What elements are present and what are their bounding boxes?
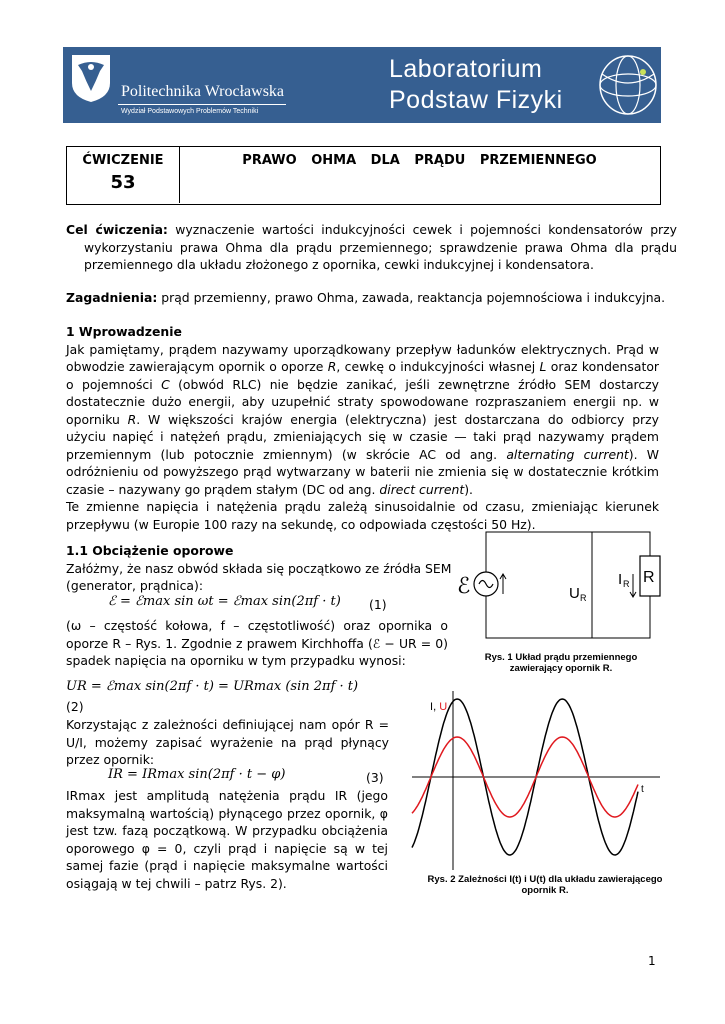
intro-text-a: Jak pamiętamy, prądem nazywamy uporządkowany przepływ ładunków elektrycznych. Prąd w obwodzie zawierającym opornik o oporze [66, 341, 659, 374]
section-1-1-text-a: (ω – częstość kołowa, f – częstotliwość) oraz opornika o oporze R – Rys. 1. Zgodnie z prawem Kirchhoffa (ℰ − UR = 0) spadek napięcia na oporniku w tym przypadku wynosi: [66, 618, 448, 668]
figure-1-caption-line1: Rys. 1 Układ prądu przemiennego [484, 652, 638, 663]
section-1-1-intro: Załóżmy, że nasz obwód składa się początkowo ze źródła SEM (generator, prądnica): [66, 560, 452, 593]
university-name: Politechnika Wrocławska [121, 83, 285, 100]
intro-var-r2: R [127, 411, 137, 427]
emf-label: ℰ [457, 574, 471, 599]
exercise-number: 53 [110, 172, 136, 193]
section-1-1-heading: 1.1 Obciążenie oporowe [66, 543, 234, 558]
equation-1: ℰ = ℰmax sin ωt = ℰmax sin(2πf · t) [108, 594, 341, 609]
intro-text-f: ). W odróżnieniu od powyższego prąd wytwarzany w baterii nie zmienia się w dostatecznie krótkim czasie – nazywany go prądem stałym (DC od ang. [66, 446, 660, 497]
globe-logo-icon [597, 52, 659, 118]
header-divider [118, 104, 286, 105]
figure-2-caption-line1: Rys. 2 Zależności I(t) i U(t) dla układu zawierającego [427, 874, 663, 885]
equation-3-number: (3) [366, 770, 384, 785]
section-1-1-text-c: IRmax jest amplitudą natężenia prądu IR (jego maksymalną wartością) płynącego przez opornik, φ jest tzw. fazą początkową. W przypadku obciążenia oporowego φ = 0, czyli prąd i napięcie są w tej samej fazie (prąd i napięcie maksymalne wartości osiągają w tej chwili – patrz Rys. 2). [66, 788, 388, 891]
section-1-1-text-b: Korzystając z zależności definiującej nam opór R = U/I, możemy zapisać wyrażenie na prąd płynący przez opornik: [66, 717, 389, 767]
equation-2: UR = ℰmax sin(2πf · t) = URmax (sin 2πf · t) [66, 679, 359, 694]
lab-title-line2: Podstaw Fizyki [389, 86, 563, 114]
equation-3: IR = IRmax sin(2πf · t − φ) [108, 767, 286, 782]
goal-text: wyznaczenie wartości indukcyjności cewek i pojemności kondensatorów przy wykorzystaniu prawa Ohma dla prądu przemiennego; sprawdzenie prawa Ohma dla prądu przemiennego dla układu złożonego z opornika, cewki indukcyjnej i kondensatora. [84, 222, 677, 272]
page-number: 1 [648, 954, 656, 968]
circuit-diagram [440, 528, 665, 648]
intro-paragraph-2: Te zmienne napięcia i natężenia prądu zależą sinusoidalnie od czasu, zmieniając kierunek przepływu (w Europie 100 razy na sekundę, co odpowiada częstości 50 Hz). [66, 499, 659, 532]
topics-label: Zagadnienia: [66, 290, 158, 305]
plot-y-label-i: I [430, 701, 434, 713]
plot-y-label [430, 701, 447, 713]
intro-text-e: . W większości krajów energia (elektryczna) jest dostarczana do odbiorcy przy użyciu napięć i natężeń prądu, zmieniających się w czasie — taki prąd nazywamy prądem przemiennym (lub potocznie zmiennym) (w skrócie AC od ang. [66, 411, 659, 462]
faculty-name: Wydział Podstawowych Problemów Techniki [121, 108, 259, 115]
ur-label: U [569, 585, 580, 602]
plot-y-label-u: U [439, 701, 448, 713]
ur-subscript: R [580, 593, 587, 603]
section-1-1 [66, 542, 454, 595]
figure-2-caption-line2: opornik R. [521, 885, 569, 896]
intro-ac-term: alternating current [506, 446, 629, 462]
figure-1-caption-line2: zawierający opornik R. [509, 663, 613, 674]
sine-plot [410, 688, 665, 873]
figure-1-caption [466, 652, 656, 674]
exercise-title: PRAWO OHMA DLA PRĄDU PRZEMIENNEGO [242, 153, 597, 168]
intro-dc-term: direct current [379, 481, 465, 497]
equation-2-number: (2) [66, 699, 84, 714]
goal-label: Cel ćwiczenia: [66, 222, 168, 237]
resistor-label: R [643, 569, 655, 586]
intro-text-b: , cewkę o indukcyjności własnej [336, 359, 540, 374]
ir-label: I [618, 571, 623, 588]
intro-section [66, 323, 659, 533]
intro-var-l: L [539, 359, 547, 374]
university-crest-icon [70, 53, 112, 103]
equation-1-number: (1) [369, 597, 387, 612]
intro-text-d: (obwód RLC) nie będzie zanikać, jeśli zewnętrzne źródło SEM dostarczy dostatecznie dużo energii, aby uzupełnić straty spowodowane rozpraszaniem energii np. w oporniku [66, 376, 660, 427]
figure-2-caption [420, 874, 670, 896]
plot-x-label: t [641, 784, 644, 795]
goal-paragraph [66, 221, 677, 274]
lab-title-line1: Laboratorium [389, 55, 543, 83]
topics-text: prąd przemienny, prawo Ohma, zawada, reaktancja pojemnościowa i indukcyjna. [157, 290, 666, 305]
topics-paragraph [66, 289, 666, 307]
exercise-label: ĆWICZENIE [82, 153, 164, 168]
intro-var-c: C [161, 376, 170, 392]
intro-heading: 1 Wprowadzenie [66, 324, 182, 339]
plot-y-label-sep: , [433, 701, 440, 713]
ir-subscript: R [623, 579, 630, 589]
intro-text-c: oraz kondensator o pojemności [66, 359, 659, 392]
intro-var-r: R [327, 359, 337, 374]
intro-text-g: ). [464, 481, 473, 497]
